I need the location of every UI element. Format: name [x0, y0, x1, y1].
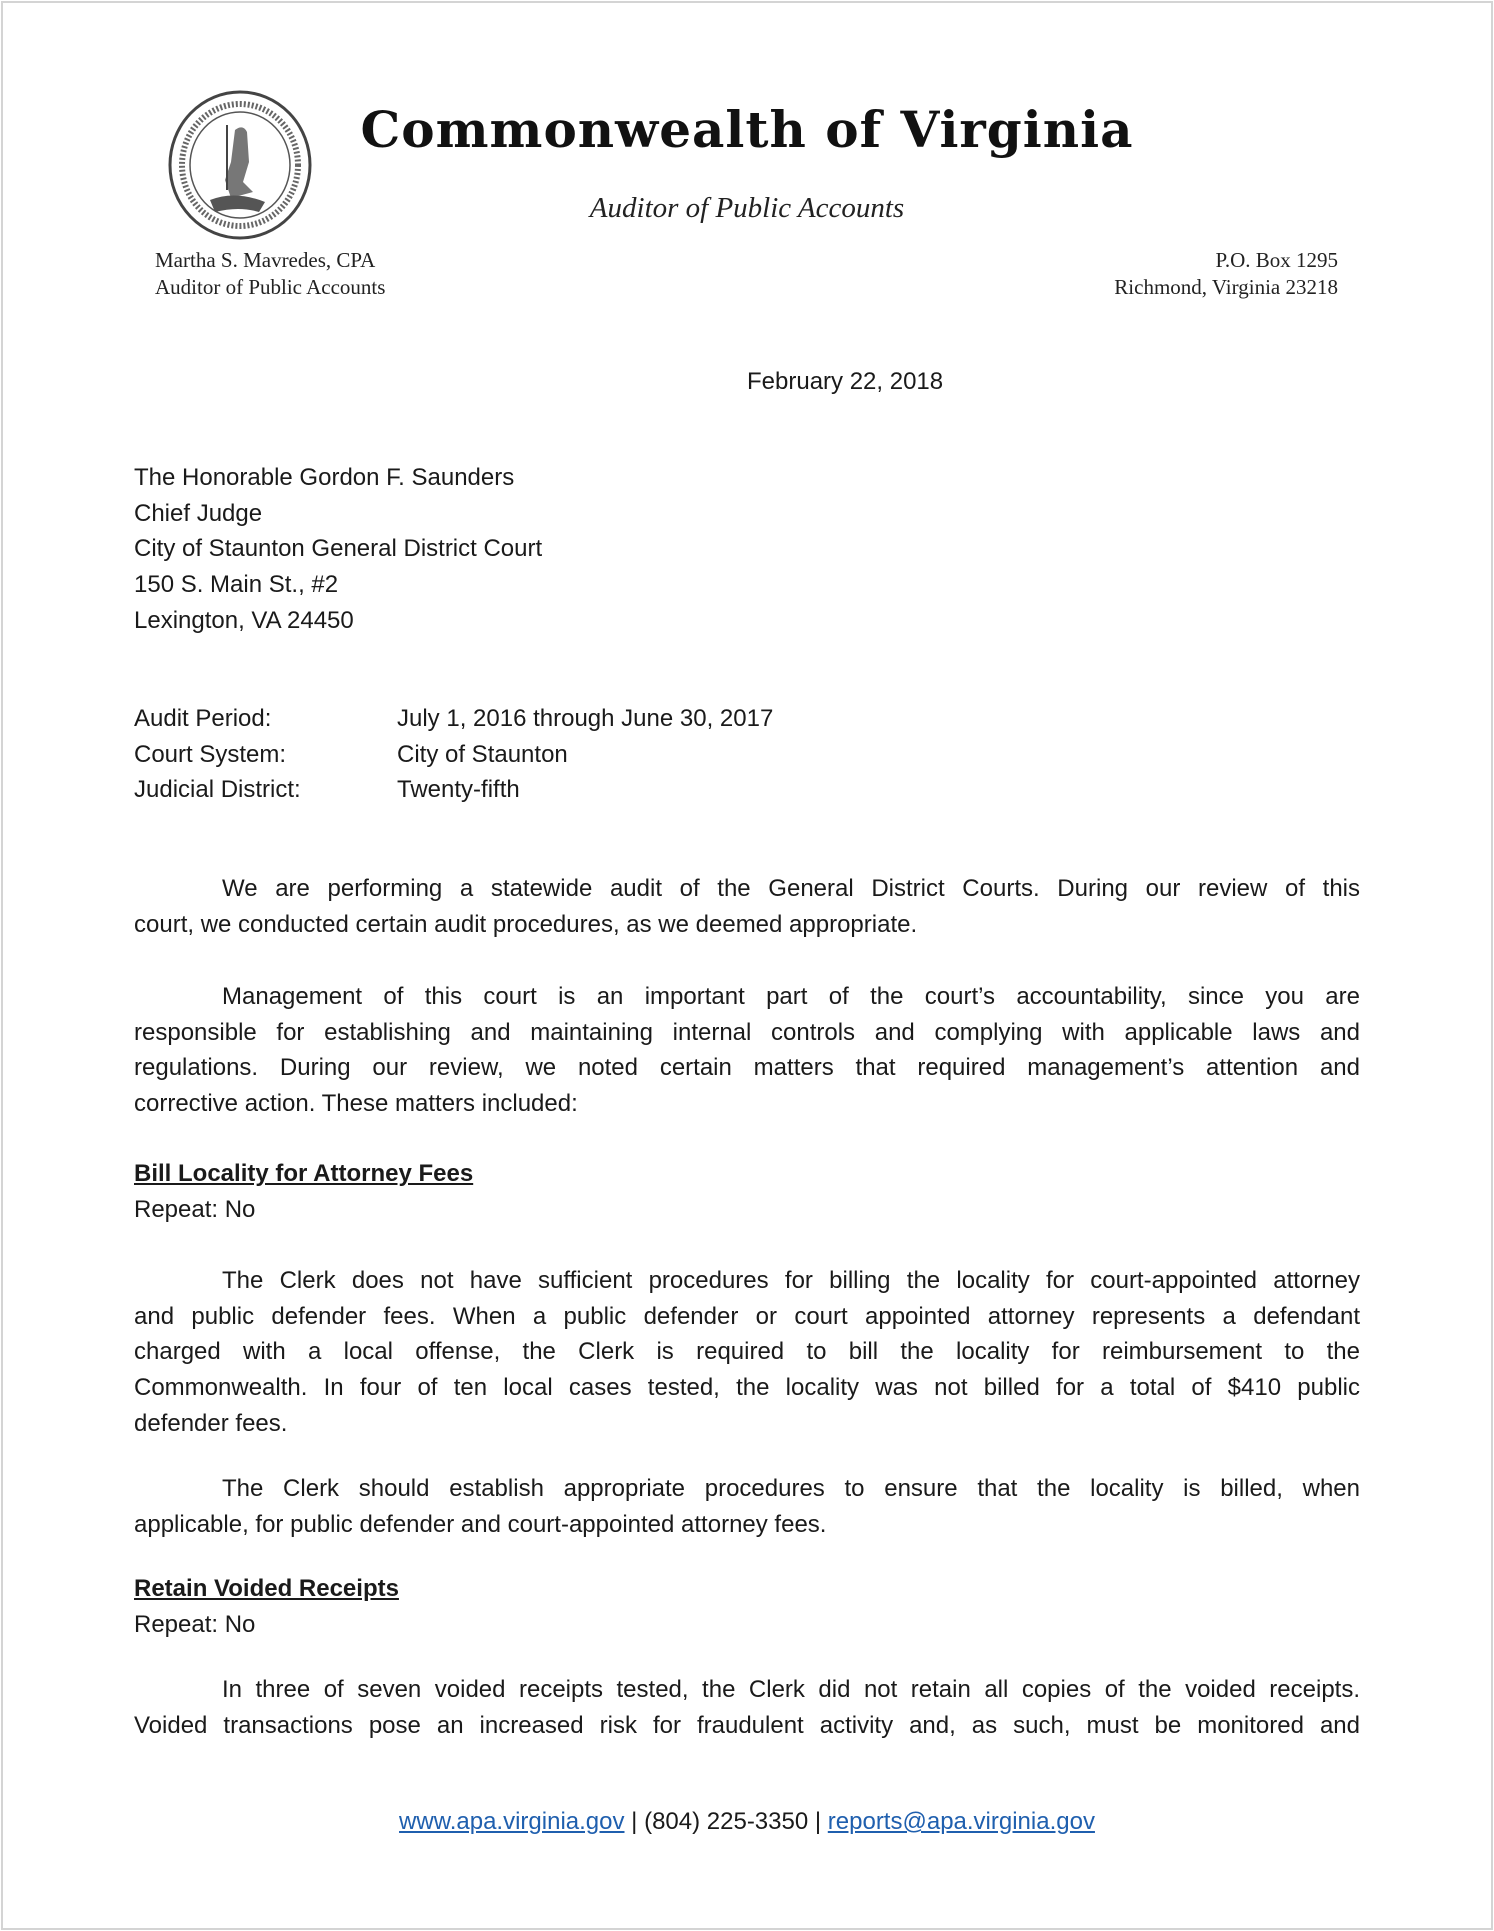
- court-system-value: City of Staunton: [397, 740, 568, 768]
- text-line: defender fees.: [134, 1409, 288, 1437]
- letterhead-subtitle: Auditor of Public Accounts: [589, 192, 905, 224]
- text-line: The Clerk does not have sufficient procedures for billing the locality for court-appointed attorney: [222, 1267, 1360, 1294]
- city-state-zip: Richmond, Virginia 23218: [1114, 275, 1338, 299]
- auditor-name: Martha S. Mavredes, CPA: [155, 248, 376, 272]
- judicial-district-label: Judicial District:: [134, 776, 301, 804]
- text-line: We are performing a statewide audit of the General District Courts. During our review of this: [222, 875, 1360, 902]
- text-line: In three of seven voided receipts tested, the Clerk did not retain all copies of the voided receipts.: [222, 1676, 1360, 1703]
- auditor-name-block: [155, 247, 385, 301]
- text-line: Management of this court is an important part of the court’s accountability, since you are: [222, 983, 1360, 1010]
- audit-period-label: Audit Period:: [134, 705, 272, 732]
- finding-heading: Bill Locality for Attorney Fees: [134, 1160, 474, 1187]
- paragraph-management: [134, 979, 1360, 1122]
- auditor-title: Auditor of Public Accounts: [155, 275, 386, 299]
- text-line: responsible for establishing and maintaining internal controls and complying with applicable laws and: [134, 1018, 1360, 1046]
- paragraph-finding-1: [134, 1263, 1360, 1442]
- finding-2: [134, 1571, 1360, 1642]
- finding-heading: Retain Voided Receipts: [134, 1575, 399, 1602]
- repeat-status: Repeat: No: [134, 1195, 256, 1223]
- website-link[interactable]: www.apa.virginia.gov: [399, 1808, 625, 1835]
- text-line: charged with a local offense, the Clerk is required to bill the locality for reimbursement to the: [134, 1338, 1360, 1366]
- addressee-line: The Honorable Gordon F. Saunders: [134, 464, 515, 491]
- text-line: Commonwealth. In four of ten local cases tested, the locality was not billed for a total of $410 public: [134, 1374, 1360, 1402]
- court-system-label: Court System:: [134, 740, 287, 768]
- paragraph-recommendation-1: [134, 1471, 1360, 1542]
- text-line: corrective action. These matters included:: [134, 1090, 578, 1118]
- separator: |: [624, 1808, 645, 1835]
- addressee-line: Chief Judge: [134, 499, 263, 527]
- audit-period-value: July 1, 2016 through June 30, 2017: [397, 705, 774, 732]
- paragraph-intro: [134, 871, 1360, 942]
- finding-1: [134, 1156, 1360, 1227]
- text-line: The Clerk should establish appropriate procedures to ensure that the locality is billed, when: [222, 1475, 1360, 1502]
- addressee-line: Lexington, VA 24450: [134, 606, 354, 634]
- text-line: applicable, for public defender and court-appointed attorney fees.: [134, 1510, 827, 1538]
- text-line: and public defender fees. When a public defender or court appointed attorney represents a defendant: [134, 1302, 1360, 1330]
- letterhead-title: Commonwealth of Virginia: [360, 100, 1134, 159]
- text-line: regulations. During our review, we noted certain matters that required management’s attention and: [134, 1054, 1360, 1082]
- addressee-line: City of Staunton General District Court: [134, 535, 543, 563]
- audit-info: [134, 701, 1360, 808]
- paragraph-finding-2: [134, 1672, 1360, 1743]
- footer: [0, 1808, 1494, 1836]
- mailing-address-block: [1114, 247, 1338, 301]
- po-box: P.O. Box 1295: [1215, 248, 1338, 272]
- text-line: court, we conducted certain audit procedures, as we deemed appropriate.: [134, 910, 918, 938]
- letter-date: February 22, 2018: [747, 368, 944, 395]
- phone-number: (804) 225-3350: [644, 1808, 809, 1835]
- email-link[interactable]: reports@apa.virginia.gov: [827, 1808, 1095, 1835]
- repeat-status: Repeat: No: [134, 1610, 256, 1638]
- separator: |: [808, 1808, 828, 1835]
- addressee-line: 150 S. Main St., #2: [134, 571, 339, 599]
- addressee-block: [134, 460, 1360, 639]
- judicial-district-value: Twenty-fifth: [397, 776, 520, 804]
- text-line: Voided transactions pose an increased risk for fraudulent activity and, as such, must be monitored and: [134, 1711, 1360, 1739]
